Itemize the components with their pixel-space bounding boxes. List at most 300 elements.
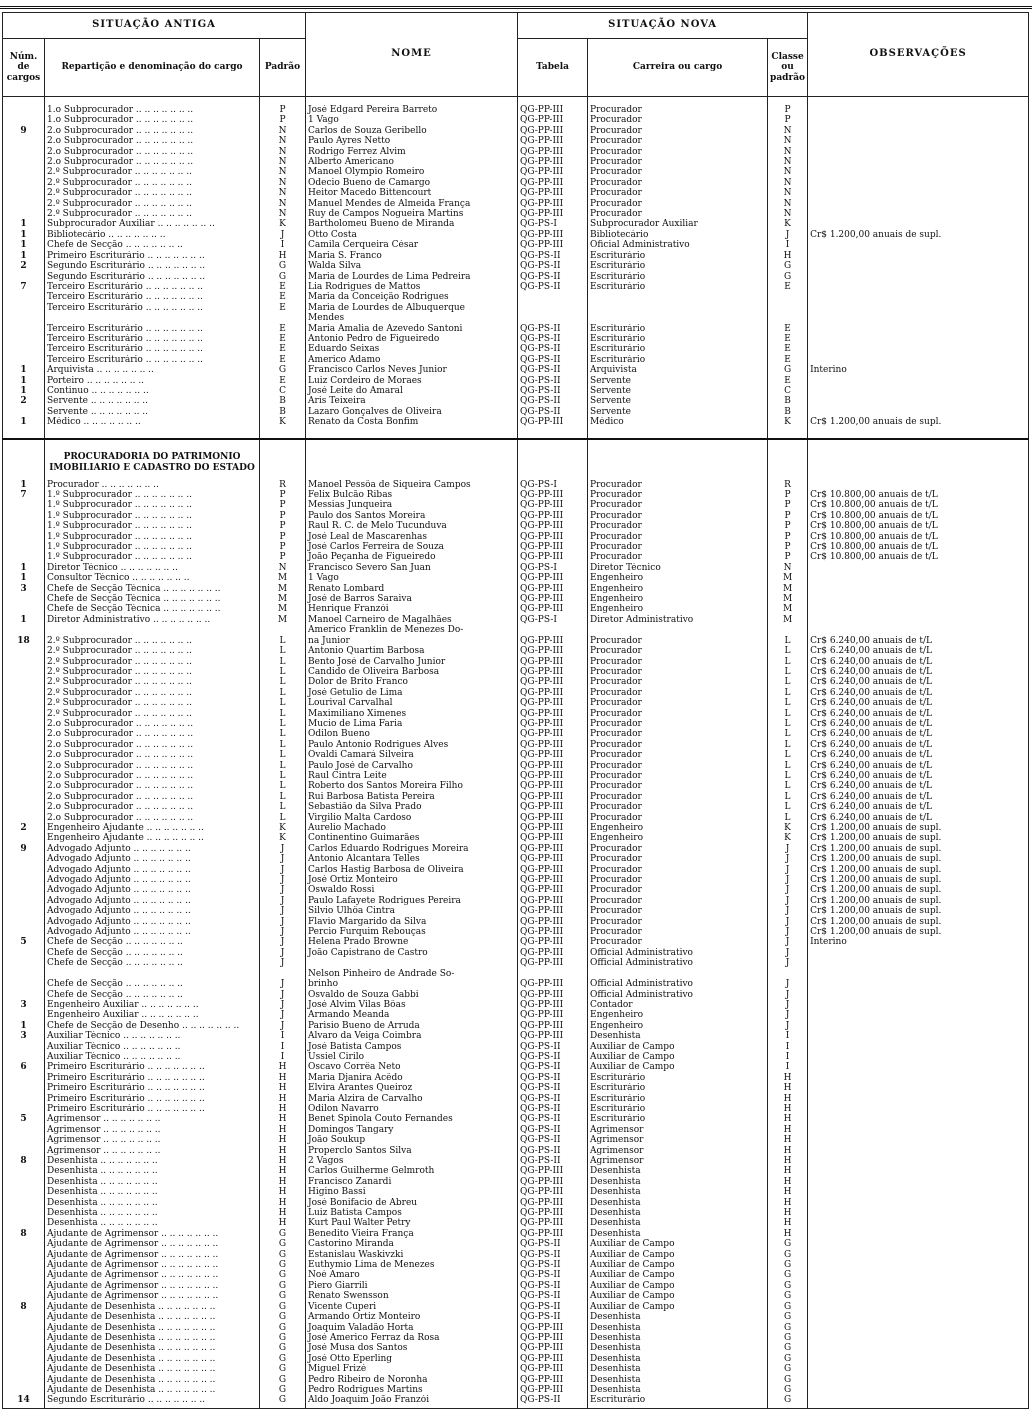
cell-observacoes	[808, 1333, 1029, 1343]
table-row	[3, 417, 1029, 427]
table-row	[3, 1166, 1029, 1176]
table-row	[3, 1354, 1029, 1364]
cell-tabela: QG-PP-III	[518, 833, 588, 843]
cell-observacoes: Cr$ 6.240,00 anuais de t/L	[808, 709, 1029, 719]
cell-nome: Paulo Ayres Netto	[306, 136, 518, 146]
cell-carreira: Desenhista	[588, 1323, 768, 1333]
cell-padrao: G	[260, 365, 306, 375]
cell-nome: Maria de Lourdes de Albuquerque	[306, 303, 518, 313]
cell-tabela: QG-PP-III	[518, 854, 588, 864]
cell-classe	[768, 292, 808, 302]
cell-cargo: Ajudante de Desenhista .. ..	[45, 1375, 260, 1385]
cell-carreira: Procurador	[588, 781, 768, 791]
cell-padrao: E	[260, 324, 306, 334]
table-row	[3, 761, 1029, 771]
cell-nome: Elvira Arantes Queiroz	[306, 1083, 518, 1093]
cell-classe: L	[768, 813, 808, 823]
cell-carreira: Médico	[588, 417, 768, 427]
cell-cargo: 2.o Subprocurador .. ..	[45, 126, 260, 136]
table-row	[3, 875, 1029, 885]
cell-num-cargos	[3, 344, 45, 354]
cell-num-cargos	[3, 990, 45, 1000]
cell-carreira: Procurador	[588, 740, 768, 750]
table-row	[3, 1135, 1029, 1145]
cell-num-cargos	[3, 667, 45, 677]
cell-tabela: QG-PS-II	[518, 1125, 588, 1135]
cell-cargo: 2.º Subprocurador .. ..	[45, 667, 260, 677]
cell-num-cargos: 5	[3, 1114, 45, 1124]
cell-num-cargos	[3, 105, 45, 115]
table-row	[3, 1187, 1029, 1197]
cell-nome: José Musa dos Santos	[306, 1343, 518, 1353]
cell-classe: G	[768, 1270, 808, 1280]
cell-carreira: Engenheiro	[588, 604, 768, 614]
cell-num-cargos: 6	[3, 1062, 45, 1072]
cell-classe: G	[768, 1281, 808, 1291]
cell-nome: Euthymio Lima de Menezes	[306, 1260, 518, 1270]
cell-tabela: QG-PP-III	[518, 688, 588, 698]
cell-classe: J	[768, 1021, 808, 1031]
cell-num-cargos	[3, 1125, 45, 1135]
cell-padrao: H	[260, 1198, 306, 1208]
table-row	[3, 1042, 1029, 1052]
table-row	[3, 698, 1029, 708]
cell-carreira: Procurador	[588, 802, 768, 812]
cell-classe: B	[768, 396, 808, 406]
cell-num-cargos	[3, 1146, 45, 1156]
cell-num-cargos	[3, 719, 45, 729]
cell-nome: Francisco Carlos Neves Junior	[306, 365, 518, 375]
cell-observacoes	[808, 334, 1029, 344]
cell-nome: José de Barros Saraiva	[306, 594, 518, 604]
cell-carreira: Procurador	[588, 188, 768, 198]
cell-num-cargos	[3, 188, 45, 198]
cell-tabela: QG-PS-II	[518, 1302, 588, 1312]
cell-observacoes: Cr$ 1.200,00 anuais de supl.	[808, 844, 1029, 854]
cell-cargo: 2.o Subprocurador .. ..	[45, 719, 260, 729]
cell-padrao: P	[260, 105, 306, 115]
cell-nome: na Junior	[306, 636, 518, 646]
cell-carreira: Auxiliar de Campo	[588, 1239, 768, 1249]
cell-cargo: Ajudante de Agrimensor .. ..	[45, 1250, 260, 1260]
cell-classe: G	[768, 1354, 808, 1364]
cell-carreira: Procurador	[588, 490, 768, 500]
cell-cargo: 1.º Subprocurador .. ..	[45, 521, 260, 531]
cell-tabela: QG-PP-III	[518, 1166, 588, 1176]
cell-observacoes	[808, 282, 1029, 292]
cell-cargo	[45, 625, 260, 635]
cell-carreira: Escriturário	[588, 324, 768, 334]
cell-padrao: J	[260, 875, 306, 885]
cell-padrao: J	[260, 927, 306, 937]
cell-tabela: QG-PP-III	[518, 657, 588, 667]
cell-carreira: Procurador	[588, 178, 768, 188]
cell-observacoes	[808, 1135, 1029, 1145]
cell-cargo: Ajudante de Agrimensor .. ..	[45, 1229, 260, 1239]
cell-cargo: Ajudante de Desenhista .. ..	[45, 1364, 260, 1374]
table-row	[3, 594, 1029, 604]
cell-classe: L	[768, 709, 808, 719]
cell-classe: G	[768, 1375, 808, 1385]
table-row	[3, 1062, 1029, 1072]
cell-padrao: J	[260, 230, 306, 240]
cell-classe: L	[768, 667, 808, 677]
cell-num-cargos	[3, 1042, 45, 1052]
cell-tabela: QG-PS-II	[518, 1260, 588, 1270]
cell-cargo: Arquivista .. ..	[45, 365, 260, 375]
cell-padrao: P	[260, 521, 306, 531]
cell-observacoes: Cr$ 10.800,00 anuais de t/L	[808, 500, 1029, 510]
cell-cargo: Segundo Escriturário .. ..	[45, 272, 260, 282]
cell-nome: Lazaro Gonçalves de Oliveira	[306, 407, 518, 417]
cell-tabela: QG-PP-III	[518, 937, 588, 947]
cell-carreira: Escriturário	[588, 1114, 768, 1124]
cell-num-cargos: 8	[3, 1302, 45, 1312]
cell-num-cargos	[3, 1083, 45, 1093]
cell-classe: C	[768, 386, 808, 396]
cell-cargo: 2.o Subprocurador .. ..	[45, 792, 260, 802]
cell-classe: E	[768, 344, 808, 354]
cell-classe: I	[768, 240, 808, 250]
cell-observacoes	[808, 199, 1029, 209]
cell-nome: Sebastião da Silva Prado	[306, 802, 518, 812]
cell-nome: José Alvim Vilas Bôas	[306, 1000, 518, 1010]
cell-nome: Manoel Olympio Romeiro	[306, 167, 518, 177]
cell-carreira: Oficial Administrativo	[588, 240, 768, 250]
cell-nome: Raul Cintra Leite	[306, 771, 518, 781]
cell-cargo: Diretor Administrativo .. ..	[45, 615, 260, 625]
cell-carreira: Desenhista	[588, 1333, 768, 1343]
cell-nome: Maria da Conceição Rodrigues	[306, 292, 518, 302]
cell-tabela: QG-PS-II	[518, 1083, 588, 1093]
cell-classe: N	[768, 199, 808, 209]
cell-observacoes	[808, 324, 1029, 334]
cell-nome: Odilon Navarro	[306, 1104, 518, 1114]
cell-tabela: QG-PP-III	[518, 636, 588, 646]
cell-num-cargos: 7	[3, 282, 45, 292]
cell-tabela: QG-PS-II	[518, 1042, 588, 1052]
cell-observacoes: Cr$ 6.240,00 anuais de t/L	[808, 677, 1029, 687]
cell-num-cargos	[3, 1364, 45, 1374]
cell-cargo: 2.o Subprocurador .. ..	[45, 771, 260, 781]
cell-tabela: QG-PP-III	[518, 542, 588, 552]
table-row	[3, 1239, 1029, 1249]
cell-tabela: QG-PS-II	[518, 251, 588, 261]
cell-padrao: J	[260, 1000, 306, 1010]
cell-tabela: QG-PP-III	[518, 677, 588, 687]
cell-padrao: K	[260, 823, 306, 833]
table-row	[3, 615, 1029, 625]
cell-observacoes	[808, 344, 1029, 354]
cell-nome: Mucio de Lima Faria	[306, 719, 518, 729]
cell-classe: L	[768, 698, 808, 708]
cell-observacoes: Cr$ 6.240,00 anuais de t/L	[808, 813, 1029, 823]
cell-classe: H	[768, 1187, 808, 1197]
cell-tabela: QG-PP-III	[518, 209, 588, 219]
cell-classe: L	[768, 729, 808, 739]
cell-padrao: H	[260, 1156, 306, 1166]
cell-cargo: Primeiro Escriturário .. ..	[45, 1083, 260, 1093]
cell-cargo: Desenhista .. ..	[45, 1198, 260, 1208]
cell-padrao: J	[260, 948, 306, 958]
cell-observacoes	[808, 1114, 1029, 1124]
cell-nome: Henrique Franzói	[306, 604, 518, 614]
cell-padrao: J	[260, 865, 306, 875]
cell-carreira: Escriturário	[588, 1094, 768, 1104]
cell-classe: N	[768, 136, 808, 146]
cell-observacoes	[808, 1343, 1029, 1353]
cell-nome: Alvaro da Veiga Coimbra	[306, 1031, 518, 1041]
cell-carreira: Procurador	[588, 865, 768, 875]
cell-observacoes	[808, 1052, 1029, 1062]
cell-padrao: N	[260, 167, 306, 177]
cell-observacoes: Cr$ 10.800,00 anuais de t/L	[808, 552, 1029, 562]
cell-carreira: Agrimensor	[588, 1125, 768, 1135]
cell-nome: Paulo José de Carvalho	[306, 761, 518, 771]
cell-num-cargos: 3	[3, 1000, 45, 1010]
cell-num-cargos	[3, 927, 45, 937]
cell-tabela: QG-PP-III	[518, 115, 588, 125]
cell-padrao: H	[260, 1094, 306, 1104]
cell-carreira: Desenhista	[588, 1385, 768, 1395]
cell-padrao: H	[260, 1073, 306, 1083]
cell-padrao: N	[260, 147, 306, 157]
cell-classe: H	[768, 251, 808, 261]
cell-observacoes	[808, 1198, 1029, 1208]
cell-num-cargos	[3, 594, 45, 604]
cell-num-cargos	[3, 1135, 45, 1145]
cell-observacoes	[808, 979, 1029, 989]
cell-num-cargos: 18	[3, 636, 45, 646]
cell-observacoes	[808, 396, 1029, 406]
cell-padrao: H	[260, 1146, 306, 1156]
cell-observacoes	[808, 261, 1029, 271]
table-row	[3, 677, 1029, 687]
table-row	[3, 719, 1029, 729]
cell-num-cargos	[3, 157, 45, 167]
cell-nome: Bartholomeu Bueno de Miranda	[306, 219, 518, 229]
cell-carreira: Escriturário	[588, 1083, 768, 1093]
cell-tabela: QG-PS-I	[518, 219, 588, 229]
cell-carreira: Agrimensor	[588, 1156, 768, 1166]
cell-nome: Eduardo Seixas	[306, 344, 518, 354]
cell-observacoes	[808, 604, 1029, 614]
cell-classe: G	[768, 1395, 808, 1405]
cell-num-cargos	[3, 292, 45, 302]
cell-nome: Nelson Pinheiro de Andrade So-	[306, 969, 518, 979]
table-row	[3, 1000, 1029, 1010]
cell-observacoes	[808, 188, 1029, 198]
cell-cargo: 2.o Subprocurador .. ..	[45, 729, 260, 739]
cell-cargo: 1.º Subprocurador .. ..	[45, 511, 260, 521]
cell-observacoes	[808, 480, 1029, 490]
cell-observacoes: Cr$ 1.200,00 anuais de supl.	[808, 823, 1029, 833]
cell-num-cargos	[3, 792, 45, 802]
cell-observacoes: Cr$ 6.240,00 anuais de t/L	[808, 792, 1029, 802]
cell-num-cargos	[3, 740, 45, 750]
cell-classe: N	[768, 147, 808, 157]
table-row	[3, 292, 1029, 302]
cell-observacoes	[808, 209, 1029, 219]
cell-tabela: QG-PP-III	[518, 1333, 588, 1343]
cell-padrao: L	[260, 813, 306, 823]
cell-carreira: Escriturário	[588, 1104, 768, 1114]
cell-carreira: Escriturário	[588, 261, 768, 271]
cell-classe: N	[768, 563, 808, 573]
cell-num-cargos	[3, 625, 45, 635]
cell-cargo: 1.º Subprocurador .. ..	[45, 490, 260, 500]
cell-observacoes	[808, 584, 1029, 594]
cell-carreira: Diretor Técnico	[588, 563, 768, 573]
cell-classe: L	[768, 792, 808, 802]
cell-num-cargos	[3, 917, 45, 927]
cell-classe: P	[768, 552, 808, 562]
cell-num-cargos: 1	[3, 573, 45, 583]
cell-padrao: N	[260, 563, 306, 573]
cell-classe: G	[768, 1385, 808, 1395]
cell-observacoes	[808, 1229, 1029, 1239]
cell-observacoes	[808, 1218, 1029, 1228]
table-row	[3, 833, 1029, 843]
cell-tabela: QG-PP-III	[518, 761, 588, 771]
cell-observacoes	[808, 147, 1029, 157]
cell-padrao: G	[260, 1354, 306, 1364]
cell-nome: Otto Costa	[306, 230, 518, 240]
cell-nome: Virgilio Malta Cardoso	[306, 813, 518, 823]
cell-observacoes: Cr$ 6.240,00 anuais de t/L	[808, 740, 1029, 750]
cell-carreira: Escriturário	[588, 355, 768, 365]
cell-padrao: E	[260, 282, 306, 292]
cell-num-cargos: 1	[3, 376, 45, 386]
cell-cargo: Primeiro Escriturário .. ..	[45, 251, 260, 261]
cell-nome: 1 Vago	[306, 115, 518, 125]
cell-num-cargos	[3, 781, 45, 791]
table-row	[3, 1146, 1029, 1156]
cell-cargo	[45, 969, 260, 979]
cell-nome: Odecio Bueno de Camargo	[306, 178, 518, 188]
table-row	[3, 1125, 1029, 1135]
cell-cargo: Segundo Escriturário .. ..	[45, 1395, 260, 1405]
cell-cargo: Chefe de Secção .. ..	[45, 990, 260, 1000]
cell-observacoes: Cr$ 1.200,00 anuais de supl.	[808, 833, 1029, 843]
cell-nome: José Leal de Mascarenhas	[306, 532, 518, 542]
cell-tabela: QG-PS-II	[518, 1291, 588, 1301]
cell-padrao: L	[260, 688, 306, 698]
cell-tabela: QG-PP-III	[518, 490, 588, 500]
cell-classe: G	[768, 1291, 808, 1301]
cell-observacoes	[808, 376, 1029, 386]
cell-num-cargos	[3, 511, 45, 521]
cell-padrao: M	[260, 584, 306, 594]
cell-nome: Maria Djanira Acêdo	[306, 1073, 518, 1083]
cell-nome: Aris Teixeira	[306, 396, 518, 406]
cell-padrao: G	[260, 1281, 306, 1291]
cell-carreira: Escriturário	[588, 1073, 768, 1083]
cell-cargo: Engenheiro Auxiliar .. ..	[45, 1000, 260, 1010]
cell-observacoes	[808, 1094, 1029, 1104]
cell-num-cargos: 3	[3, 1031, 45, 1041]
cell-cargo: Servente .. ..	[45, 396, 260, 406]
cell-observacoes	[808, 1146, 1029, 1156]
cell-num-cargos: 1	[3, 563, 45, 573]
cell-tabela: QG-PP-III	[518, 885, 588, 895]
table-row	[3, 542, 1029, 552]
cell-classe: L	[768, 781, 808, 791]
table-row	[3, 781, 1029, 791]
cell-num-cargos	[3, 729, 45, 739]
cell-nome: Renato Swensson	[306, 1291, 518, 1301]
cell-padrao: G	[260, 1291, 306, 1301]
cell-tabela: QG-PP-III	[518, 188, 588, 198]
table-row	[3, 604, 1029, 614]
table-row	[3, 199, 1029, 209]
cell-num-cargos	[3, 865, 45, 875]
cell-carreira	[588, 292, 768, 302]
table-row	[3, 1260, 1029, 1270]
cell-num-cargos	[3, 1291, 45, 1301]
cell-tabela: QG-PP-III	[518, 573, 588, 583]
cell-classe: H	[768, 1114, 808, 1124]
table-row	[3, 324, 1029, 334]
cell-classe: H	[768, 1229, 808, 1239]
cell-num-cargos	[3, 802, 45, 812]
cell-observacoes	[808, 272, 1029, 282]
cell-nome: Manuel Mendes de Almeida França	[306, 199, 518, 209]
cell-tabela: QG-PP-III	[518, 1208, 588, 1218]
cell-classe: N	[768, 167, 808, 177]
cell-observacoes	[808, 136, 1029, 146]
cell-padrao: H	[260, 1083, 306, 1093]
cell-classe: J	[768, 927, 808, 937]
table-row	[3, 490, 1029, 500]
cell-padrao: L	[260, 677, 306, 687]
cell-carreira: Official Administrativo	[588, 979, 768, 989]
cell-tabela: QG-PP-III	[518, 1218, 588, 1228]
cell-padrao: N	[260, 157, 306, 167]
cell-nome: Odilon Bueno	[306, 729, 518, 739]
cell-cargo: Chefe de Secção .. ..	[45, 979, 260, 989]
cell-num-cargos	[3, 604, 45, 614]
cell-padrao: G	[260, 1395, 306, 1405]
cell-carreira: Desenhista	[588, 1343, 768, 1353]
cell-observacoes: Cr$ 6.240,00 anuais de t/L	[808, 698, 1029, 708]
cell-cargo: Chefe de Secção .. ..	[45, 958, 260, 968]
cell-tabela: QG-PS-II	[518, 1135, 588, 1145]
cell-nome: José Leite do Amaral	[306, 386, 518, 396]
cell-classe: L	[768, 636, 808, 646]
cell-tabela: QG-PP-III	[518, 646, 588, 656]
cell-nome: Domingos Tangary	[306, 1125, 518, 1135]
cell-carreira: Procurador	[588, 709, 768, 719]
cell-padrao: E	[260, 355, 306, 365]
cell-cargo: Primeiro Escriturário .. ..	[45, 1073, 260, 1083]
cell-tabela: QG-PP-III	[518, 958, 588, 968]
table-row	[3, 1198, 1029, 1208]
cell-tabela: QG-PP-III	[518, 781, 588, 791]
cell-observacoes	[808, 292, 1029, 302]
cell-carreira: Procurador	[588, 917, 768, 927]
cell-cargo: 2.º Subprocurador .. ..	[45, 209, 260, 219]
cell-classe: E	[768, 282, 808, 292]
cell-num-cargos	[3, 1333, 45, 1343]
table-row	[3, 1052, 1029, 1062]
cell-padrao: N	[260, 178, 306, 188]
header-classe: Classe ou padrão	[768, 39, 808, 97]
cell-tabela: QG-PP-III	[518, 927, 588, 937]
cell-observacoes: Interino	[808, 937, 1029, 947]
cell-padrao: M	[260, 604, 306, 614]
table-row	[3, 865, 1029, 875]
